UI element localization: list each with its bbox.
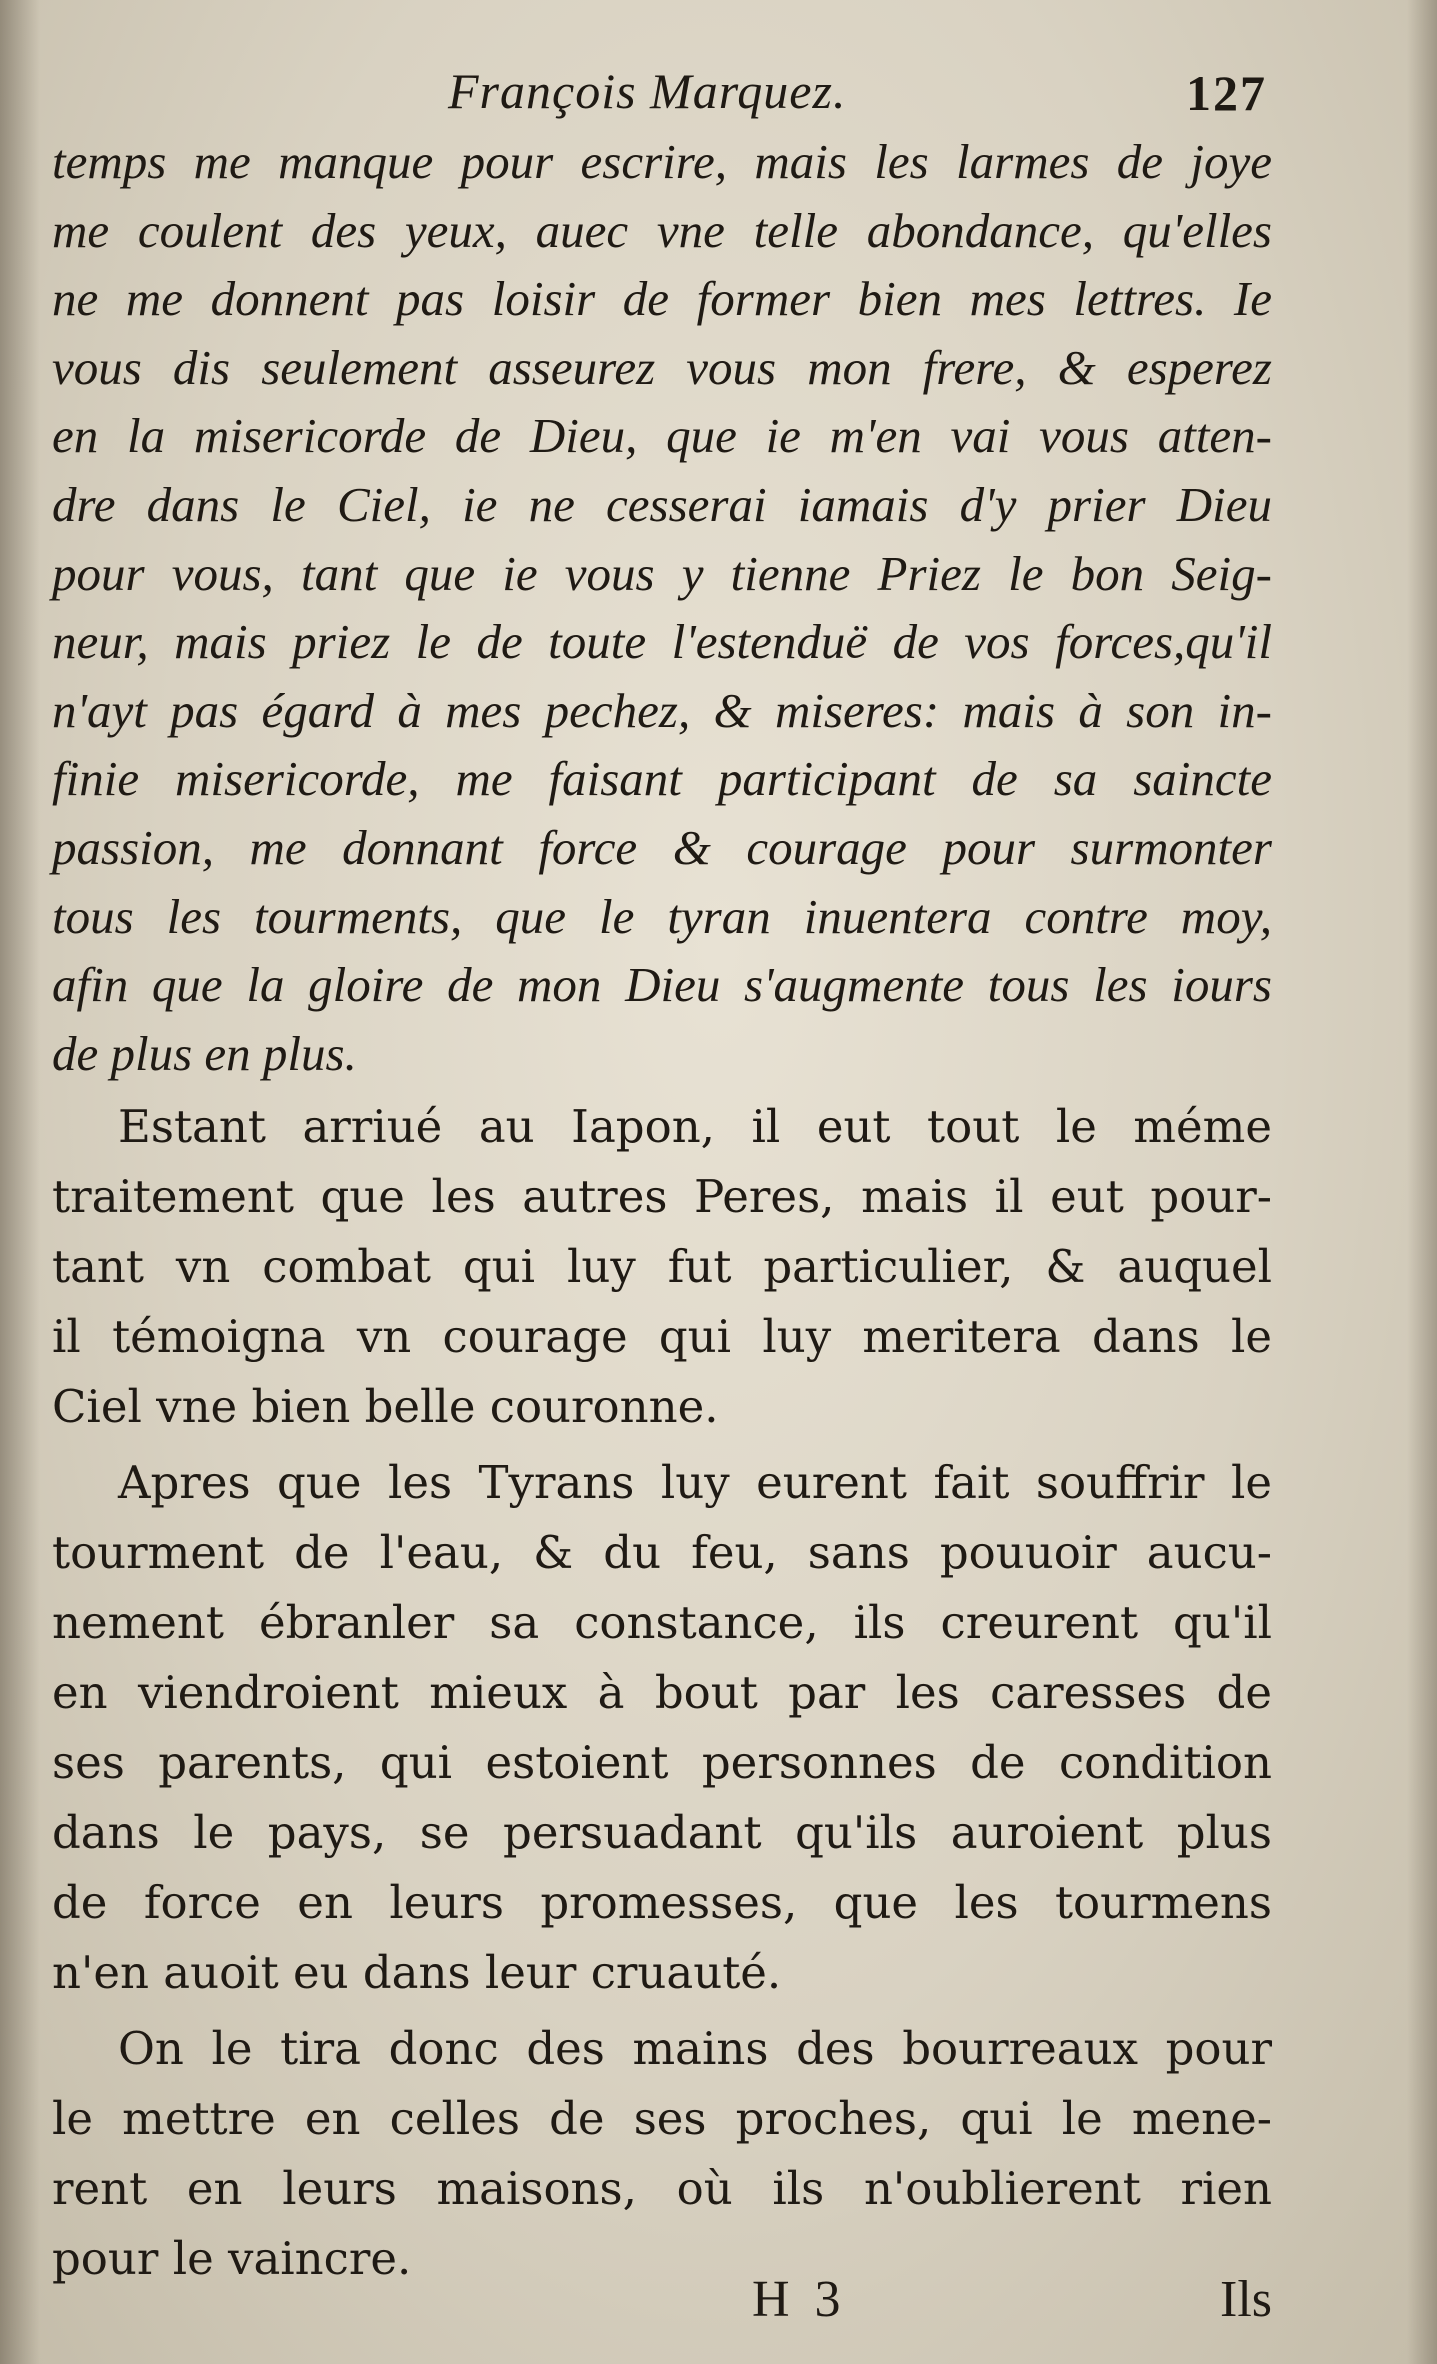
paragraph-arrival [52, 1092, 1272, 1442]
text-line: en la misericorde de Dieu, que ie m'en vai vous atten- [52, 408, 1272, 464]
running-title: François Marquez. [448, 63, 847, 119]
paragraph-relatives [52, 2014, 1272, 2294]
page-number: 127 [1186, 65, 1267, 121]
text-line: ne me donnent pas loisir de former bien mes lettres. Ie [52, 271, 1272, 327]
text-line: tant vn combat qui luy fut particulier, & auquel [52, 1240, 1272, 1294]
text-line: finie misericorde, me faisant participant de sa saincte [52, 751, 1272, 807]
text-line: n'en auoit eu dans leur cruauté. [52, 1946, 782, 2000]
catchword: Ils [1220, 2271, 1272, 2328]
text-line: me coulent des yeux, auec vne telle abondance, qu'elles [52, 202, 1272, 258]
quoted-letter [52, 128, 1272, 1088]
paragraph-torments [52, 1448, 1272, 2008]
text-line: neur, mais priez le de toute l'estenduë de vos forces,qu'il [52, 614, 1272, 670]
text-line: ses parents, qui estoient personnes de condition [52, 1736, 1272, 1790]
text-line: Ciel vne bien belle couronne. [52, 1380, 719, 1434]
text-line: vous dis seulement asseurez vous mon frere, & esperez [52, 339, 1272, 395]
text-line: dans le pays, se persuadant qu'ils auroient plus [52, 1806, 1272, 1860]
text-line: dre dans le Ciel, ie ne cesserai iamais d'y prier Dieu [52, 476, 1272, 532]
text-line: passion, me donnant force & courage pour surmonter [52, 819, 1272, 875]
text-line: de force en leurs promesses, que les tourmens [52, 1876, 1272, 1930]
text-line: afin que la gloire de mon Dieu s'augmente tous les iours [52, 957, 1272, 1013]
text-line: pour vous, tant que ie vous y tienne Priez le bon Seig- [52, 545, 1272, 601]
text-line: temps me manque pour escrire, mais les larmes de joye [52, 134, 1272, 189]
running-head [60, 62, 1277, 132]
text-line: en viendroient mieux à bout par les caresses de [52, 1666, 1272, 1720]
body-text [52, 128, 1272, 2294]
text-line: On le tira donc des mains des bourreaux pour [118, 2022, 1272, 2076]
text-line: Estant arriué au Iapon, il eut tout le méme [118, 1100, 1272, 1154]
text-line: de plus en plus. [52, 1025, 357, 1081]
text-line: tous les tourments, que le tyran inuentera contre moy, [52, 888, 1272, 944]
text-line: il témoigna vn courage qui luy meritera dans le [52, 1310, 1272, 1364]
text-line: traitement que les autres Peres, mais il eut pour- [52, 1170, 1272, 1224]
text-line: n'ayt pas égard à mes pechez, & miseres: mais à son in- [52, 682, 1272, 738]
signature-mark: H 3 [752, 2271, 847, 2328]
page-footer [52, 2270, 1272, 2340]
text-line: tourment de l'eau, & du feu, sans pouuoir aucu- [52, 1526, 1272, 1580]
text-line: nement ébranler sa constance, ils creurent qu'il [52, 1596, 1272, 1650]
text-line: le mettre en celles de ses proches, qui le mene- [52, 2092, 1272, 2146]
text-line: pour le vaincre. [52, 2232, 412, 2286]
text-line: Apres que les Tyrans luy eurent fait souffrir le [118, 1456, 1272, 1510]
text-line: rent en leurs maisons, où ils n'oublierent rien [52, 2162, 1272, 2216]
